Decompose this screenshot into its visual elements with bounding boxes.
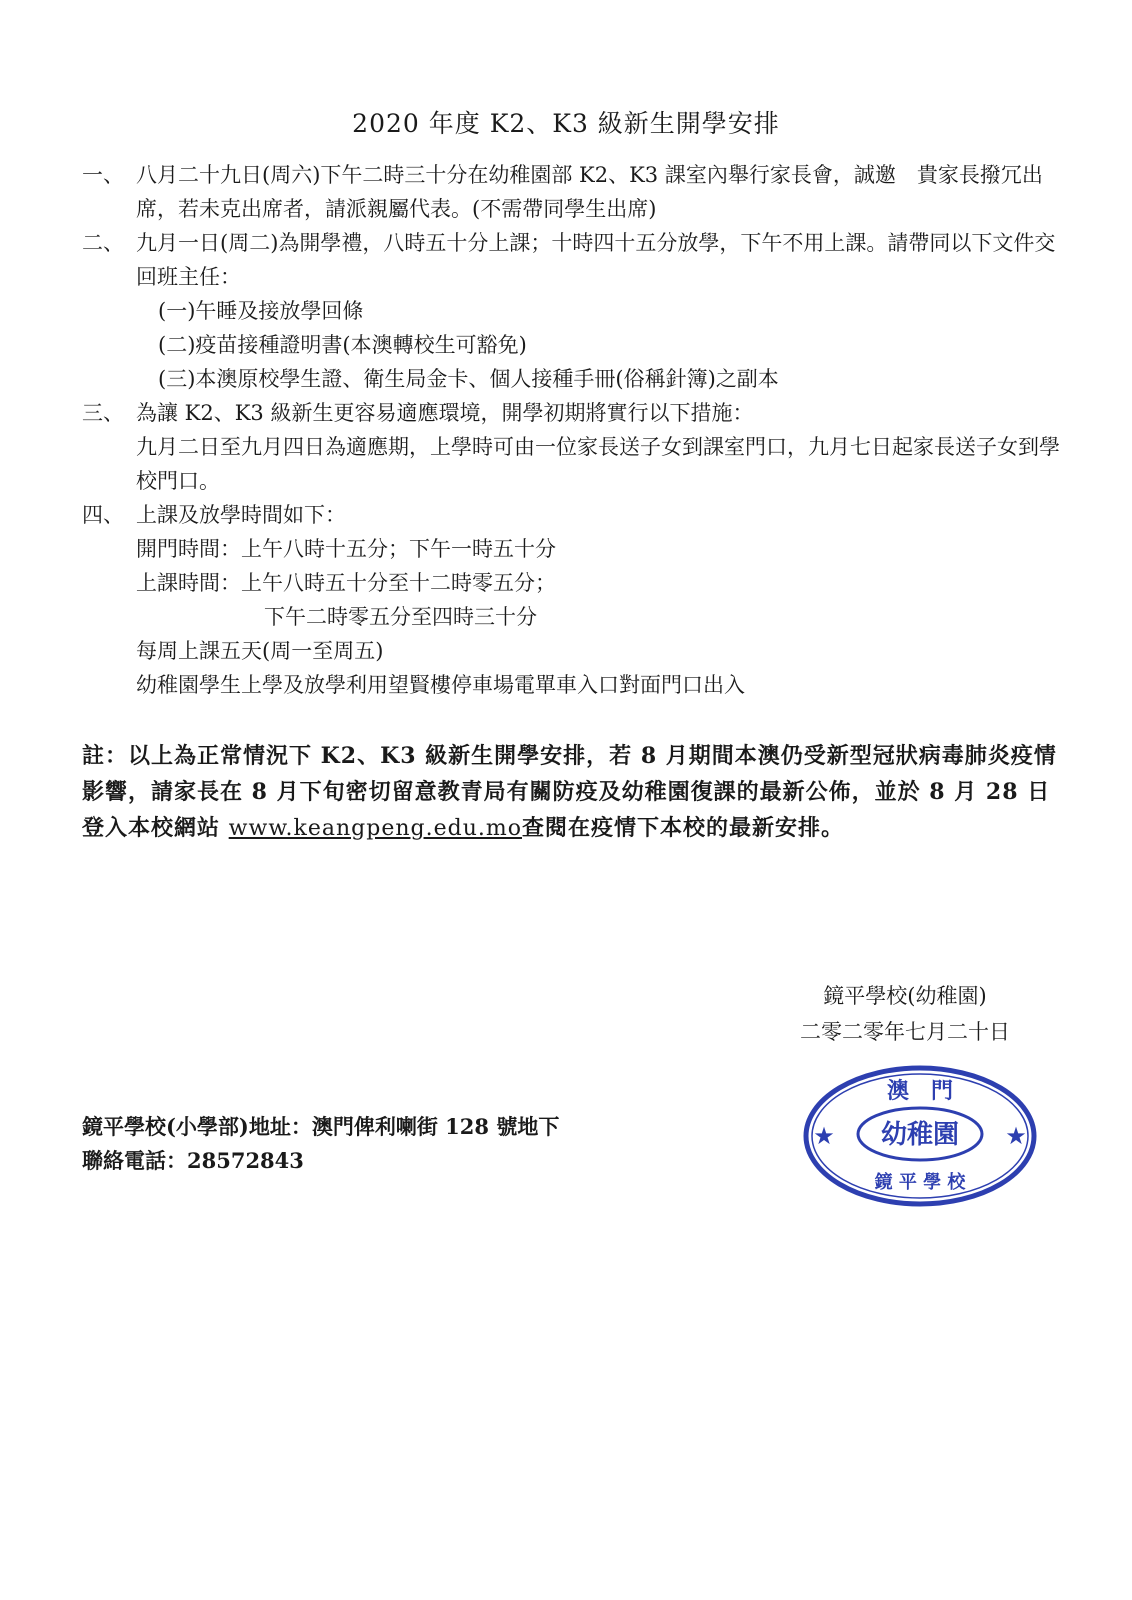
covid-note	[82, 738, 1060, 847]
item-text: 九月一日(周二)為開學禮，八時五十分上課；十時四十五分放學，下午不用上課。請帶同以下文件交回班主任：	[136, 231, 1056, 289]
notice-body	[82, 158, 1062, 702]
item-detail: 九月二日至九月四日為適應期，上學時可由一位家長送子女到課室門口，九月七日起家長送子女到學校門口。	[136, 435, 1060, 493]
document-list-item: (一)午睡及接放學回條	[158, 299, 364, 323]
notice-item-4	[82, 498, 1062, 702]
school-website-link[interactable]: www.keangpeng.edu.mo	[228, 816, 522, 841]
document-list-item: (二)疫苗接種證明書(本澳轉校生可豁免)	[158, 333, 527, 357]
item-number: 四、	[82, 503, 124, 527]
school-name: 鏡平學校(幼稚園)	[823, 984, 987, 1008]
contact-phone: 聯絡電話：28572843	[82, 1148, 304, 1173]
item-text: 上課及放學時間如下：	[136, 503, 346, 527]
schedule-line: 每周上課五天(周一至周五)	[136, 639, 384, 663]
school-seal-stamp	[800, 1062, 1040, 1210]
notice-item-3	[82, 396, 1062, 498]
schedule-line: 開門時間：上午八時十五分；下午一時五十分	[136, 537, 556, 561]
stamp-top-text: 澳 門	[886, 1078, 954, 1104]
notice-item-2	[82, 226, 1062, 396]
star-icon: ★	[813, 1122, 835, 1150]
stamp-center-text: 幼稚園	[880, 1120, 960, 1150]
issue-date: 二零二零年七月二十日	[800, 1020, 1010, 1044]
address-block	[82, 1110, 559, 1178]
page-title: 2020 年度 K2、K3 級新生開學安排	[352, 109, 780, 138]
item-number: 三、	[82, 401, 124, 425]
item-text: 八月二十九日(周六)下午二時三十分在幼稚園部 K2、K3 課室內舉行家長會，誠邀 貴家長撥冗出席，若未克出席者，請派親屬代表。(不需帶同學生出席)	[136, 163, 1043, 221]
item-number: 二、	[82, 231, 124, 255]
schedule-line: 上課時間：上午八時五十分至十二時零五分；	[136, 571, 556, 595]
note-text-end: 查閱在疫情下本校的最新安排。	[522, 815, 845, 841]
document-list-item: (三)本澳原校學生證、衛生局金卡、個人接種手冊(俗稱針簿)之副本	[158, 367, 779, 391]
stamp-bottom-text: 鏡 平 學 校	[874, 1172, 966, 1193]
primary-school-address: 鏡平學校(小學部)地址：澳門俾利喇街 128 號地下	[82, 1114, 560, 1139]
item-number: 一、	[82, 163, 124, 187]
notice-item-1	[82, 158, 1062, 226]
note-text: 註：以上為正常情況下 K2、K3 級新生開學安排，若 8 月期間本澳仍受新型冠狀病毒肺炎疫情影響，請家長在 8 月下旬密切留意教青局有關防疫及幼稚園復課的最新公佈，並於 8 月 28 日登入本校網站	[82, 743, 1057, 841]
schedule-line-continued: 下午二時零五分至四時三十分	[264, 605, 537, 629]
signature-block	[800, 978, 1010, 1050]
item-text: 為讓 K2、K3 級新生更容易適應環境，開學初期將實行以下措施：	[136, 401, 754, 425]
star-icon: ★	[1005, 1122, 1027, 1150]
schedule-line: 幼稚園學生上學及放學利用望賢樓停車場電單車入口對面門口出入	[136, 673, 745, 697]
